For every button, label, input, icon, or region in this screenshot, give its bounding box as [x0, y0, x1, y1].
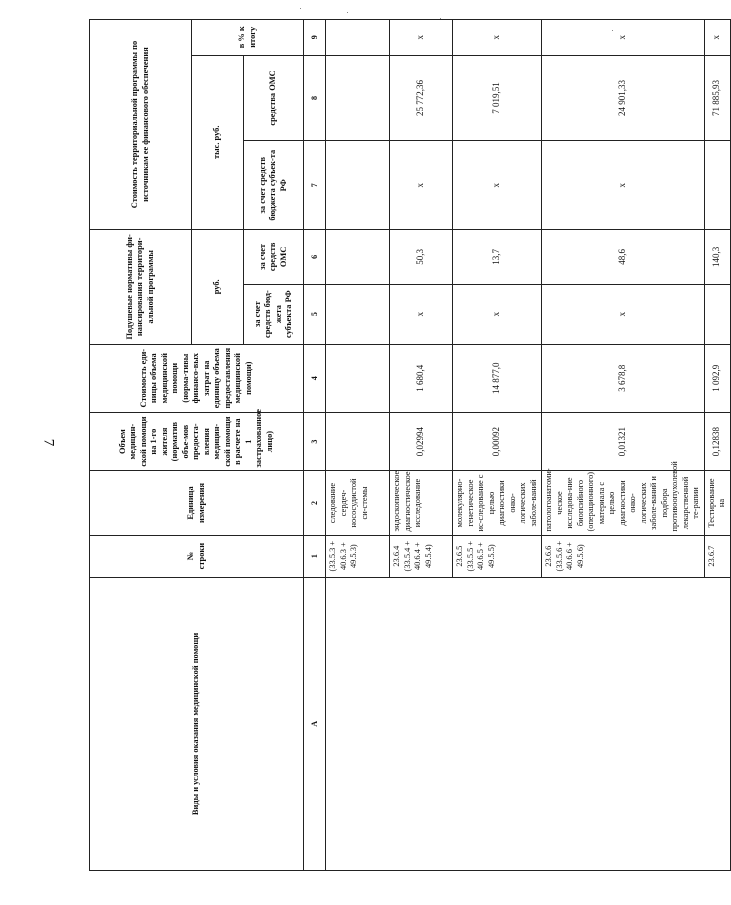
page-number: 7: [40, 438, 57, 447]
scan-speck: [300, 8, 301, 9]
row-code: 23.6.6 (33.5.6 + 40.6.6 + 49.5.6): [542, 535, 705, 577]
header-volume: Объем медицин-ской помощи на 1-го жителя (норматив объе-мов предоста-вления медицин-ской помощи в расчете на 1 застрахованное лицо): [90, 412, 304, 471]
row-oms-cost: [326, 55, 390, 141]
column-number: А: [304, 577, 326, 870]
header-group-program-cost: Стоимость территориальной программы по источникам ее финансового обеспечения: [90, 20, 192, 230]
header-oms-norm: за счет средств ОМС: [244, 230, 304, 285]
row-oms-norm: 48,6: [542, 230, 705, 285]
header-unit: Единица измерения: [90, 471, 304, 535]
column-number: 9: [304, 20, 326, 56]
row-unit: следование сердеч-нососудистой си-стемы: [326, 471, 390, 535]
scan-speck: [612, 30, 613, 31]
row-budget-cost: [326, 141, 390, 230]
row-volume: 0,12838: [704, 412, 730, 471]
row-budget-norm: х: [453, 284, 542, 344]
row-volume: 0,01321: [542, 412, 705, 471]
header-percent-of-total: в % к итогу: [192, 20, 304, 56]
column-numbers-row: [304, 20, 326, 871]
row-unit: патологоанатоми-ческое исследова-ние биопсийного (операционного) материала с целью диагностики онко-логических заболе-ваний и подбора противоопухолевой лекарственной те-рапии: [542, 471, 705, 535]
row-volume: [326, 412, 390, 471]
column-number: 7: [304, 141, 326, 230]
scan-speck: [440, 18, 441, 19]
row-budget-cost: [704, 141, 730, 230]
row-code: 23.6.4 (33.5.4 + 40.6.4 + 49.5.4): [390, 535, 453, 577]
row-unit-cost: 3 678,8: [542, 344, 705, 412]
row-oms-norm: 13,7: [453, 230, 542, 285]
row-percent: х: [453, 20, 542, 56]
header-oms-cost: средства ОМС: [244, 55, 304, 141]
row-budget-cost: х: [453, 141, 542, 230]
row-unit-cost: 14 877,0: [453, 344, 542, 412]
header-thous-rub: тыс. руб.: [192, 55, 244, 230]
scan-speck: [347, 12, 348, 13]
column-number: 6: [304, 230, 326, 285]
row-unit: эндоскопическое диагностическое исследование: [390, 471, 453, 535]
row-unit-cost: [326, 344, 390, 412]
header-unit-cost: Стоимость еди-ницы объема медицинской помощи (норма-тивы финансо-вых затрат на единицу объема предоставления медицинской помощи): [90, 344, 304, 412]
table-row: [326, 20, 390, 871]
row-oms-cost: 71 885,93: [704, 55, 730, 141]
row-percent: [326, 20, 390, 56]
row-code: 23.6.7: [704, 535, 730, 577]
row-volume: 0,00092: [453, 412, 542, 471]
header-rub: руб.: [192, 230, 244, 345]
row-oms-cost: 25 772,36: [390, 55, 453, 141]
row-oms-norm: [326, 230, 390, 285]
header-budget-norm: за счет средств бюд-жета субъекта РФ: [244, 284, 304, 344]
header-line-number: № строки: [90, 535, 304, 577]
row-code: 23.6.5 (33.5.5 + 40.6.5 + 49.5.5): [453, 535, 542, 577]
header-types-conditions: Виды и условия оказания медицинской помощи: [90, 577, 304, 870]
row-budget-norm: [326, 284, 390, 344]
row-budget-norm: х: [390, 284, 453, 344]
row-unit-cost: 1 092,9: [704, 344, 730, 412]
header-budget-cost: за счет средств бюджета субъек-та РФ: [244, 141, 304, 230]
row-budget-cost: х: [390, 141, 453, 230]
rotated-table-container: [89, 19, 726, 871]
row-budget-norm: [704, 284, 730, 344]
types-conditions-cell: [326, 577, 731, 870]
medical-care-cost-table: [89, 19, 731, 871]
row-oms-cost: 24 901,33: [542, 55, 705, 141]
row-percent: х: [704, 20, 730, 56]
row-unit: Тестирование на: [704, 471, 730, 535]
row-oms-norm: 50,3: [390, 230, 453, 285]
column-number: 3: [304, 412, 326, 471]
row-budget-norm: х: [542, 284, 705, 344]
row-budget-cost: х: [542, 141, 705, 230]
row-unit: молекулярно-генетическое ис-следование с целью диагностики онко-логических заболе-ваний: [453, 471, 542, 535]
column-number: 1: [304, 535, 326, 577]
row-unit-cost: 1 680,4: [390, 344, 453, 412]
row-oms-norm: 140,3: [704, 230, 730, 285]
column-number: 8: [304, 55, 326, 141]
row-percent: х: [390, 20, 453, 56]
row-volume: 0,02994: [390, 412, 453, 471]
row-oms-cost: 7 019,51: [453, 55, 542, 141]
header-group-per-capita-norms: Подушевые нормативы фи-нансирования территори-альной программы: [90, 230, 192, 345]
column-number: 4: [304, 344, 326, 412]
column-number: 2: [304, 471, 326, 535]
row-percent: х: [542, 20, 705, 56]
row-code: (33.5.3 + 40.6.3 + 49.5.3): [326, 535, 390, 577]
column-number: 5: [304, 284, 326, 344]
